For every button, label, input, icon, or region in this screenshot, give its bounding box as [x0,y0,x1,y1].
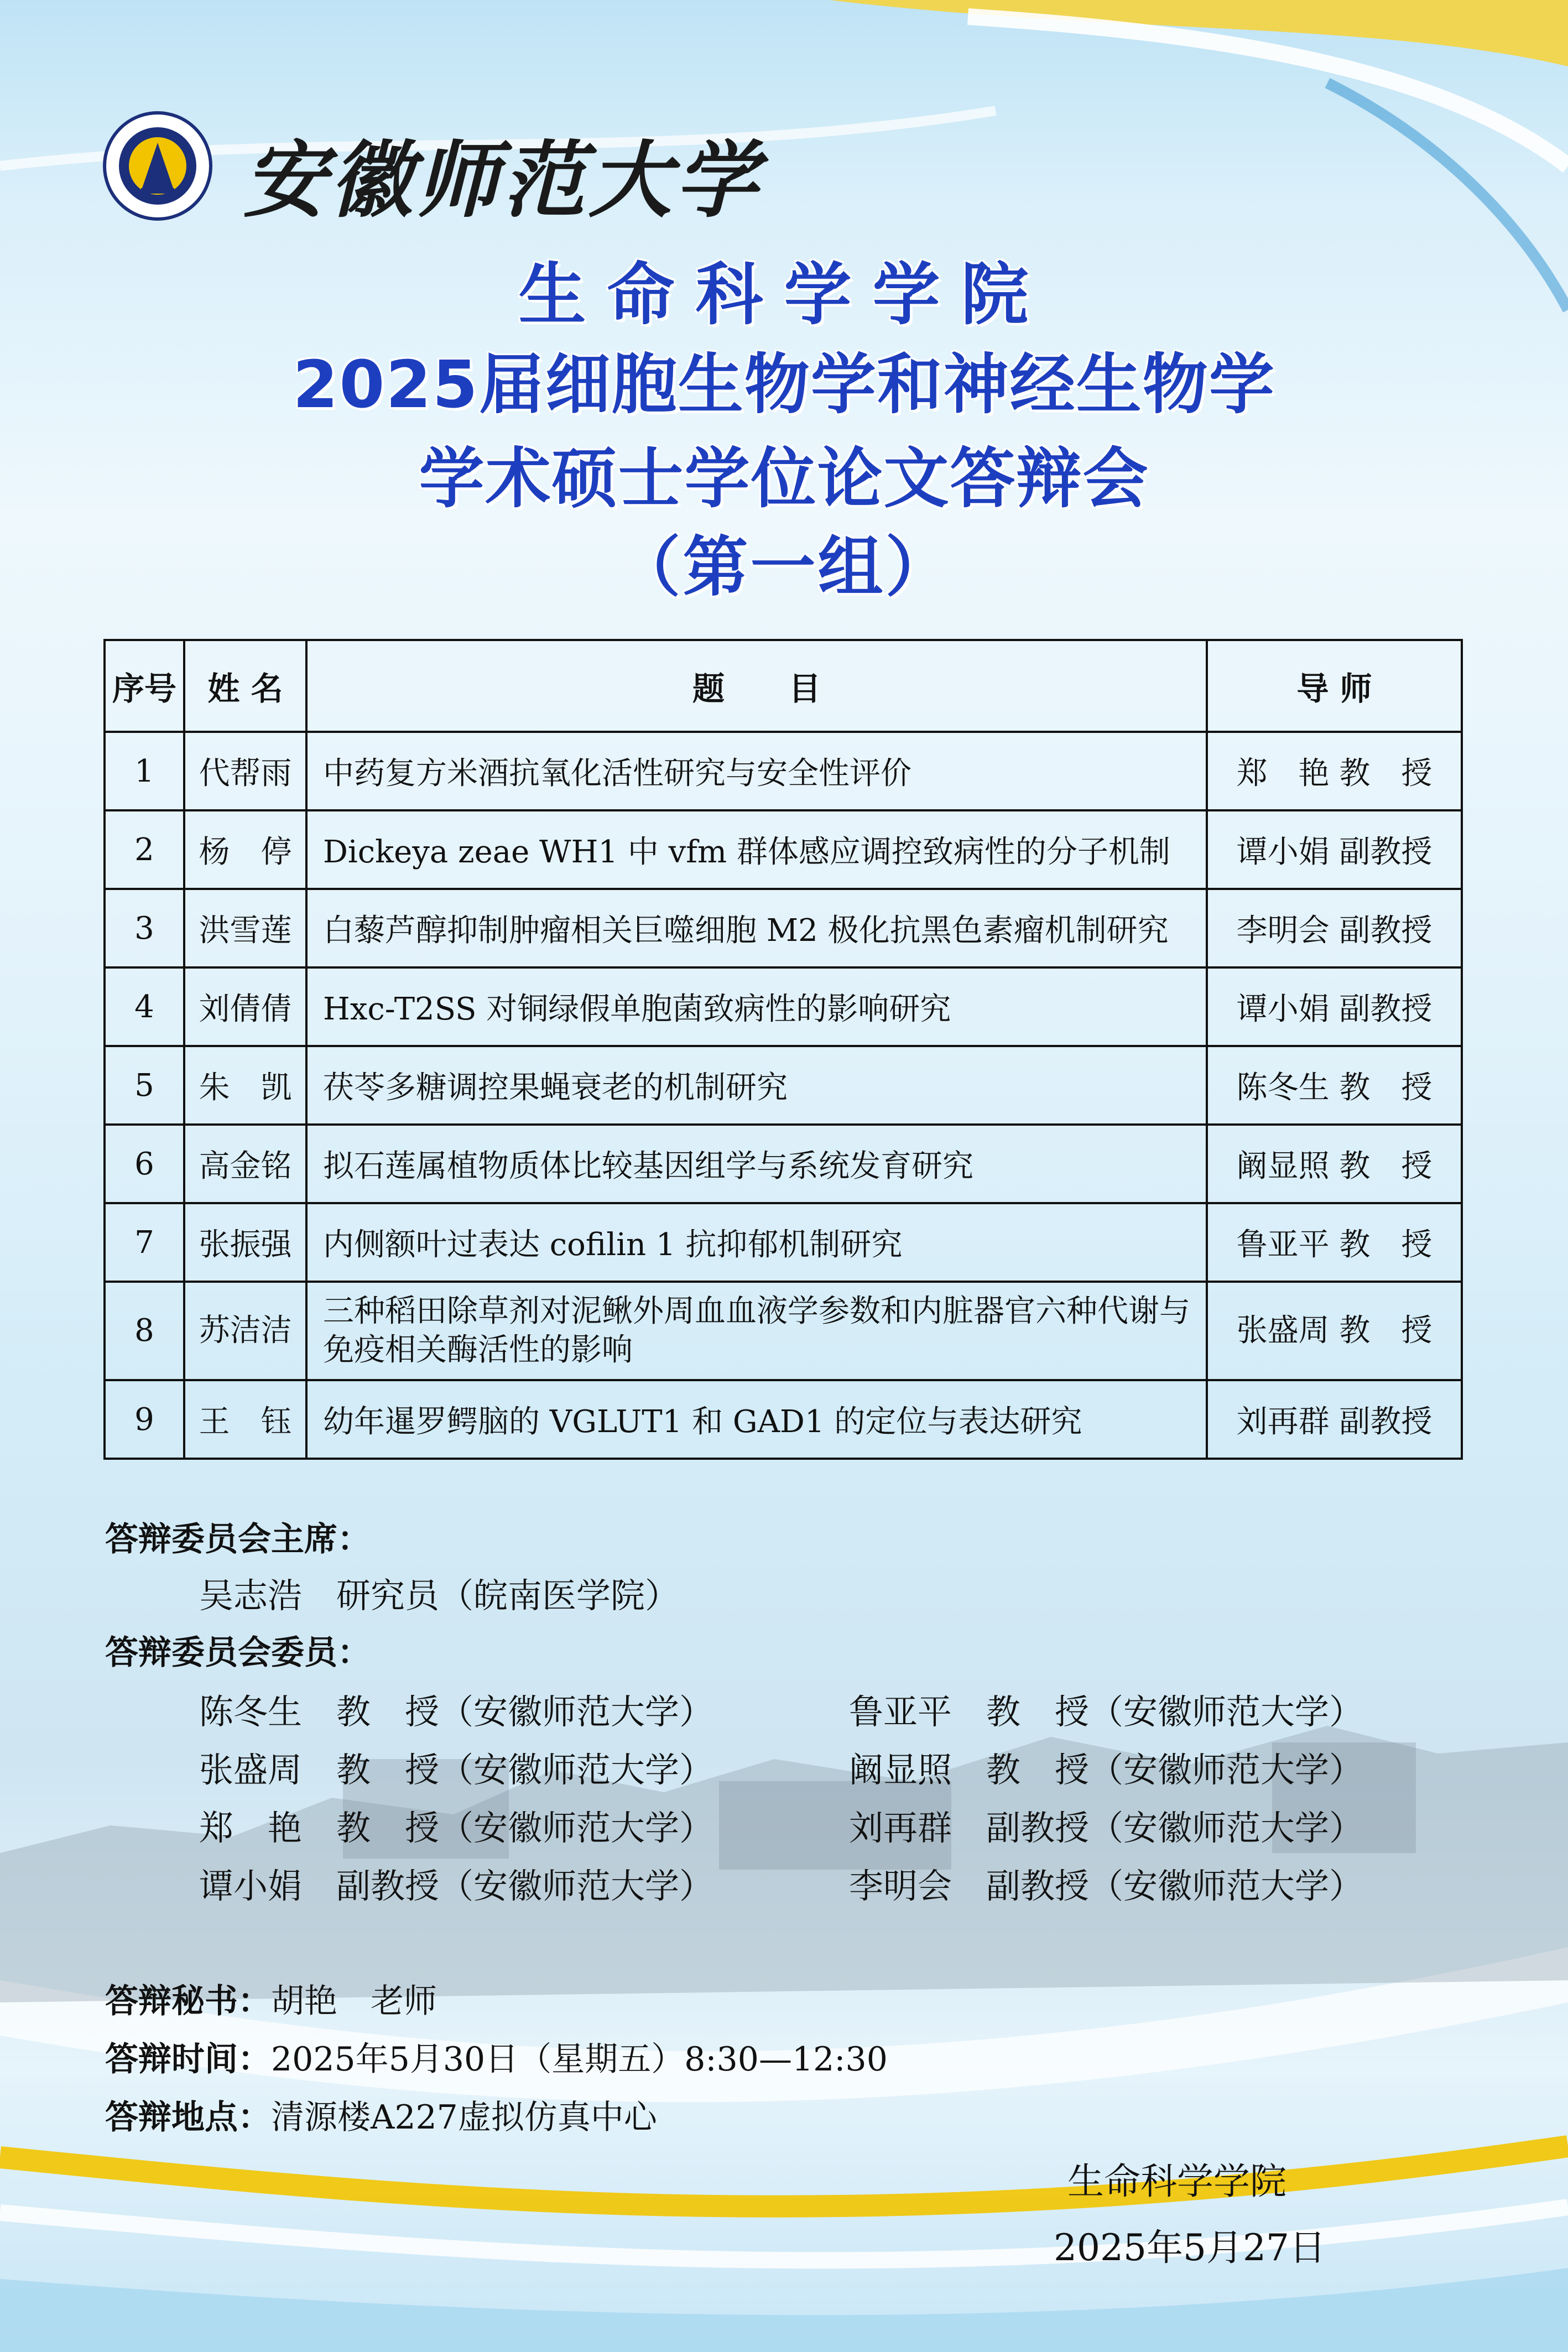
cell-no: 3 [105,889,184,967]
cell-name: 朱 凯 [184,1046,306,1125]
cell-no: 9 [105,1380,184,1459]
table-row [105,889,1462,967]
cell-topic: 内侧额叶过表达 cofilin 1 抗抑郁机制研究 [306,1203,1207,1282]
header-no: 序号 [105,640,184,732]
page-title-program: 2025届细胞生物学和神经生物学 [293,346,1275,423]
cell-topic: 三种稻田除草剂对泥鳅外周血血液学参数和内脏器官六种代谢与免疫相关酶活性的影响 [306,1282,1207,1380]
time-row [105,2033,888,2080]
header-advisor: 导 师 [1207,640,1462,732]
cell-topic: 拟石莲属植物质体比较基因组学与系统发育研究 [306,1125,1207,1203]
cell-no: 5 [105,1046,184,1125]
page-title-college: 生命科学学院 [518,256,1050,334]
cell-advisor: 李明会 副教授 [1207,889,1462,967]
secretary-value: 胡艳 老师 [271,1982,437,2021]
cell-name: 王 钰 [184,1380,306,1459]
cell-no: 6 [105,1125,184,1203]
table-header-row [105,640,1462,732]
place-row [105,2091,657,2138]
committee-member: 谭小娟 副教授（安徽师范大学） [199,1866,714,1906]
table-row [105,1380,1462,1459]
university-logo [102,111,213,221]
cell-no: 7 [105,1203,184,1282]
cell-topic: 幼年暹罗鳄脑的 VGLUT1 和 GAD1 的定位与表达研究 [306,1380,1207,1459]
cell-no: 2 [105,810,184,889]
committee-member: 鲁亚平 教 授（安徽师范大学） [849,1692,1364,1732]
cell-name: 刘倩倩 [184,967,306,1046]
cell-advisor: 张盛周 教 授 [1207,1282,1462,1380]
header-topic: 题 目 [306,640,1207,732]
committee-member: 李明会 副教授（安徽师范大学） [849,1866,1364,1906]
cell-name: 代帮雨 [184,732,306,810]
cell-name: 苏洁洁 [184,1282,306,1380]
committee-chair-label: 答辩委员会主席： [105,1520,371,1559]
table-row [105,810,1462,889]
cell-advisor: 陈冬生 教 授 [1207,1046,1462,1125]
cell-advisor: 刘再群 副教授 [1207,1380,1462,1459]
committee-chair: 吴志浩 研究员（皖南医学院） [199,1575,680,1616]
table-row [105,1282,1462,1380]
cell-topic: 白藜芦醇抑制肿瘤相关巨噬细胞 M2 极化抗黑色素瘤机制研究 [306,889,1207,967]
cell-name: 洪雪莲 [184,889,306,967]
cell-name: 张振强 [184,1203,306,1282]
cell-topic: Hxc-T2SS 对铜绿假单胞菌致病性的影响研究 [306,967,1207,1046]
university-name: 安徽师范大学 [243,132,762,229]
cell-advisor: 谭小娟 副教授 [1207,967,1462,1046]
footer-org: 生命科学学院 [1067,2160,1286,2203]
page-title-group: （第一组） [615,529,953,605]
committee-members-label: 答辩委员会委员： [105,1633,371,1672]
table-row [105,732,1462,810]
time-value: 2025年5月30日（星期五）8:30—12:30 [271,2040,888,2079]
secretary-label: 答辩秘书： [105,1982,271,2021]
committee-member: 张盛周 教 授（安徽师范大学） [199,1750,714,1790]
place-value: 清源楼A227虚拟仿真中心 [271,2098,657,2137]
time-label: 答辩时间： [105,2040,271,2079]
table-row [105,967,1462,1046]
secretary-row [105,1975,437,2022]
cell-name: 杨 停 [184,810,306,889]
cell-no: 4 [105,967,184,1046]
cell-no: 1 [105,732,184,810]
cell-name: 高金铭 [184,1125,306,1203]
committee-member: 刘再群 副教授（安徽师范大学） [849,1808,1364,1848]
cell-advisor: 谭小娟 副教授 [1207,810,1462,889]
cell-topic: Dickeya zeae WH1 中 vfm 群体感应调控致病性的分子机制 [306,810,1207,889]
defense-schedule-table [103,639,1463,1460]
committee-member: 阚显照 教 授（安徽师范大学） [849,1750,1364,1790]
table-row [105,1046,1462,1125]
committee-member: 陈冬生 教 授（安徽师范大学） [199,1692,714,1732]
committee-member: 郑 艳 教 授（安徽师范大学） [199,1808,714,1848]
cell-topic: 茯苓多糖调控果蝇衰老的机制研究 [306,1046,1207,1125]
cell-no: 8 [105,1282,184,1380]
table-row [105,1203,1462,1282]
cell-advisor: 鲁亚平 教 授 [1207,1203,1462,1282]
place-label: 答辩地点： [105,2098,271,2137]
cell-advisor: 郑 艳 教 授 [1207,732,1462,810]
cell-advisor: 阚显照 教 授 [1207,1125,1462,1203]
cell-topic: 中药复方米酒抗氧化活性研究与安全性评价 [306,732,1207,810]
table-row [105,1125,1462,1203]
page-title-event: 学术硕士学位论文答辩会 [419,440,1149,517]
header-name: 姓 名 [184,640,306,732]
footer-date: 2025年5月27日 [1054,2226,1326,2269]
